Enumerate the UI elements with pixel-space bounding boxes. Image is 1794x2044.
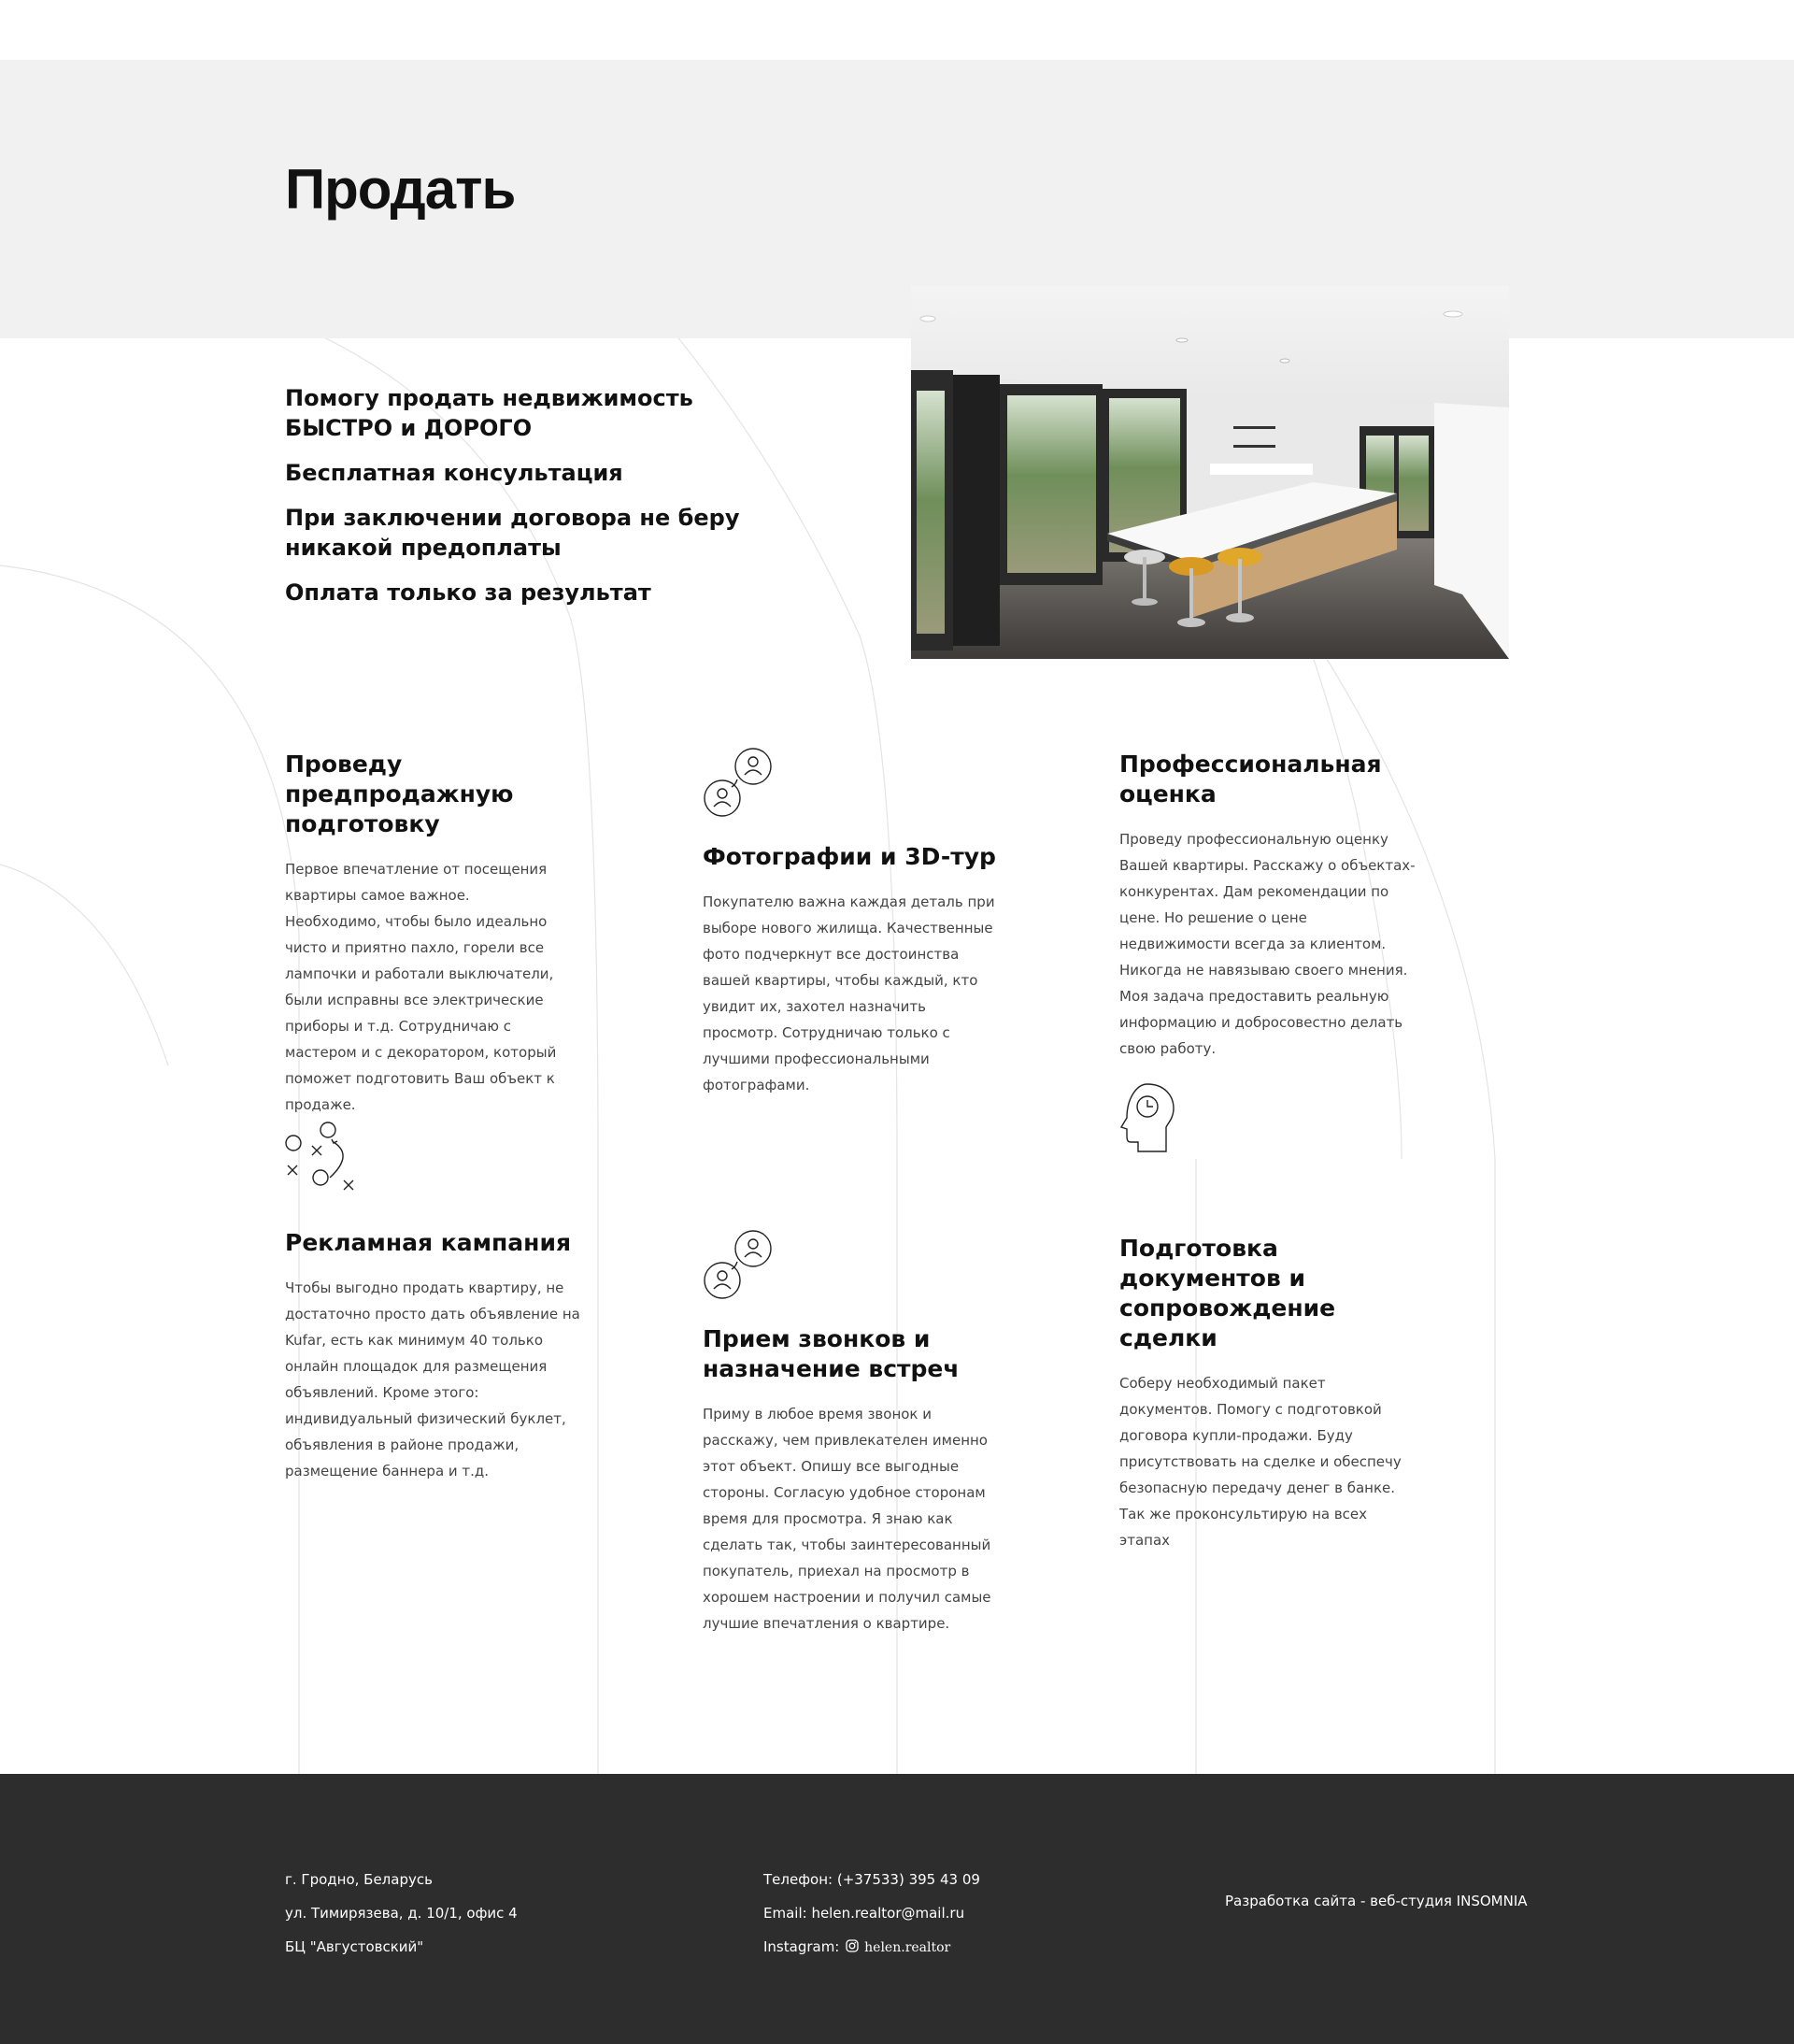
footer-address-line: БЦ "Августовский" [285, 1938, 424, 1955]
footer-address-line: г. Гродно, Беларусь [285, 1871, 433, 1888]
service-title: Подготовка документов и сопровождение сделки [1119, 1235, 1336, 1351]
hero-band [0, 60, 1794, 338]
service-text: Первое впечатление от посещения квартиры самое важное. Необходимо, чтобы было идеально чисто и приятно пахло, горели все лампочки и работали выключатели, были исправны все электрические приборы и т.д. Сотрудничаю с мастером и с декоратором, который поможет подготовить Ваш объект к продаже. [285, 861, 557, 1113]
page-title: Продать [285, 158, 516, 221]
head-clock-icon [1119, 1082, 1177, 1155]
footer-contacts [763, 1863, 980, 1965]
footer-address-line: ул. Тимирязева, д. 10/1, офис 4 [285, 1905, 518, 1922]
service-photos-3d-tour [703, 748, 1002, 1098]
footer-credit-link[interactable]: Разработка сайта - веб-студия INSOMNIA [1225, 1893, 1528, 1909]
strategy-icon [285, 1122, 358, 1191]
hero-image [911, 286, 1509, 659]
footer-email[interactable]: Email: helen.realtor@mail.ru [763, 1905, 965, 1922]
service-presale-preparation [285, 750, 565, 1118]
service-title: Фотографии и 3D-тур [703, 843, 996, 870]
service-text: Чтобы выгодно продать квартиру, не достаточно просто дать объявление на Kufar, есть как минимум 40 только онлайн площадок для размещения объявлений. Кроме этого: индивидуальный физический буклет, объявления в районе продажи, размещение баннера и т.д. [285, 1279, 580, 1479]
service-text: Покупателю важна каждая деталь при выборе нового жилища. Качественные фото подчеркнут все достоинства вашей квартиры, чтобы каждый, кто увидит их, захотел назначить просмотр. Сотрудничаю только с лучшими профессиональными фотографами. [703, 893, 995, 1093]
people-connection-icon [703, 748, 777, 819]
people-connection-icon [703, 1230, 777, 1301]
instagram-icon [846, 1939, 859, 1952]
service-calls-and-meetings [703, 1230, 1002, 1637]
service-title: Профессиональная оценка [1119, 750, 1382, 808]
instagram-label: Instagram: [763, 1938, 840, 1955]
footer-instagram[interactable] [763, 1930, 980, 1965]
service-title: Проведу предпродажную подготовку [285, 750, 514, 837]
service-documents-and-deal [1119, 1234, 1418, 1553]
service-text: Соберу необходимый пакет документов. Помогу с подготовкой договора купли-продажи. Буду присутствовать на сделке и обеспечу безопасную передачу денег в банке. Так же проконсультирую на всех этапах [1119, 1375, 1402, 1549]
hero-point: При заключении договора не беру никакой предоплаты [285, 505, 740, 561]
hero-point: Оплата только за результат [285, 579, 651, 606]
instagram-handle[interactable]: helen.realtor [864, 1940, 951, 1955]
footer-phone[interactable]: Телефон: (+37533) 395 43 09 [763, 1871, 980, 1888]
hero-point: Бесплатная консультация [285, 460, 623, 486]
service-text: Проведу профессиональную оценку Вашей квартиры. Расскажу о объектах-конкурентах. Дам рекомендации по цене. Но решение о цене недвижимости всегда за клиентом. Никогда не навязываю своего мнения. Моя задача предоставить реальную информацию и добросовестно делать свою работу. [1119, 831, 1416, 1057]
service-title: Рекламная кампания [285, 1229, 572, 1256]
kitchen-interior-photo [911, 286, 1509, 659]
top-strip [0, 0, 1794, 60]
hero-point: Помогу продать недвижимость БЫСТРО и ДОРОГО [285, 385, 693, 441]
service-professional-valuation [1119, 750, 1418, 1155]
footer-address [285, 1863, 518, 1964]
service-ad-campaign [285, 1122, 584, 1484]
hero-points [285, 383, 808, 622]
service-title: Прием звонков и назначение встреч [703, 1325, 960, 1382]
footer [0, 1774, 1794, 2044]
service-text: Приму в любое время звонок и расскажу, чем привлекателен именно этот объект. Опишу все выгодные стороны. Согласую удобное сторонам время для просмотра. Я знаю как сделать так, чтобы заинтересованный покупатель, приехал на просмотр в хорошем настроении и получил самые лучшие впечатления о квартире. [703, 1406, 991, 1632]
